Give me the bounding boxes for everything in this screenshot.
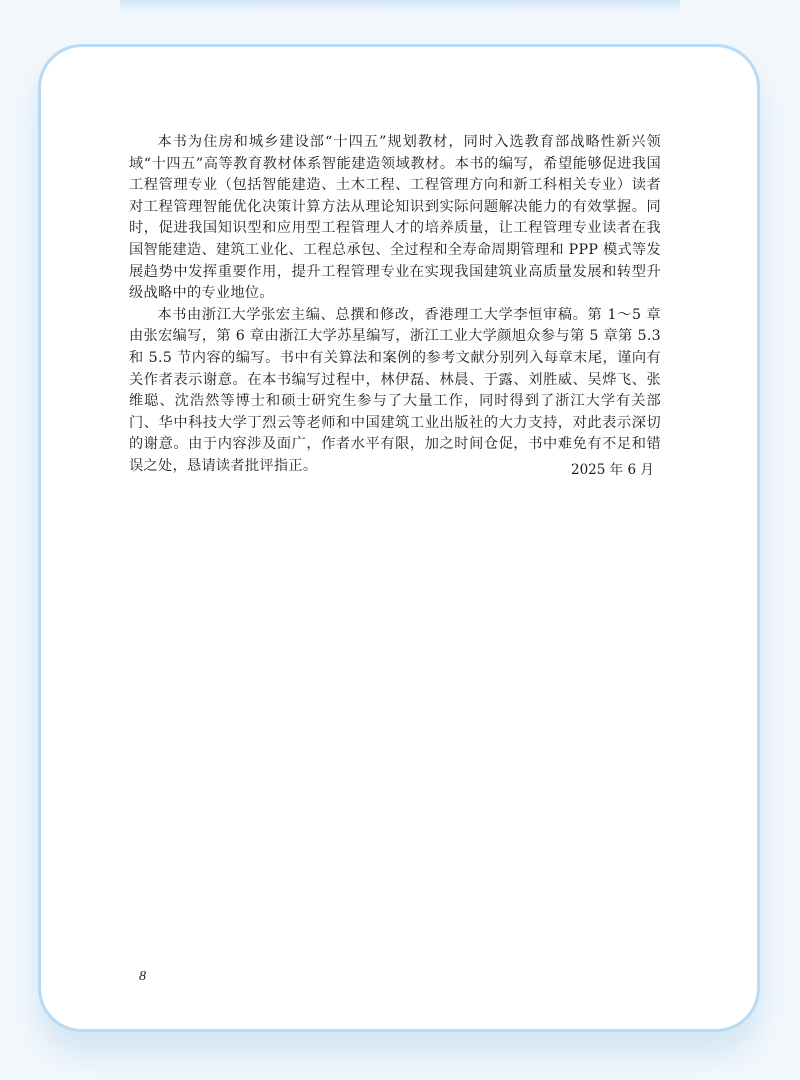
page-number: 8 — [139, 969, 146, 984]
preface-paragraph-2: 本书由浙江大学张宏主编、总撰和修改，香港理工大学李恒审稿。第 1～5 章由张宏编写，第 6 章由浙江大学苏星编写，浙江工业大学颜旭众参与第 5 章第 5.3 和 5.5 节内容的编写。书中有关算法和案例的参考文献分别列入每章末尾，谨向有关作者表示谢意。在本书编写过程中，林伊磊、林晨、于露、刘胜威、吴烨飞、张维聪、沈浩然等博士和硕士研究生参与了大量工作，同时得到了浙江大学有关部门、华中科技大学丁烈云等老师和中国建筑工业出版社的大力支持，对此表示深切的谢意。由于内容涉及面广，作者水平有限，加之时间仓促，书中难免有不足和错误之处，恳请读者批评指正。 — [129, 306, 661, 474]
preface-date: 2025 年 6 月 — [571, 462, 654, 478]
document-page — [38, 44, 760, 1032]
preface-paragraph-1: 本书为住房和城乡建设部“十四五”规划教材，同时入选教育部战略性新兴领域“十四五”高等教育教材体系智能建造领域教材。本书的编写，希望能够促进我国工程管理专业（包括智能建造、土木工程、工程管理方向和新工科相关专业）读者对工程管理智能优化决策计算方法从理论知识到实际问题解决能力的有效掌握。同时，促进我国知识型和应用型工程管理人才的培养质量，让工程管理专业读者在我国智能建造、建筑工业化、工程总承包、全过程和全寿命周期管理和 PPP 模式等发展趋势中发挥重要作用，提升工程管理专业在实现我国建筑业高质量发展和转型升级战略中的专业地位。 — [129, 134, 661, 302]
top-glow-decoration — [120, 0, 680, 14]
preface-body — [129, 132, 661, 478]
